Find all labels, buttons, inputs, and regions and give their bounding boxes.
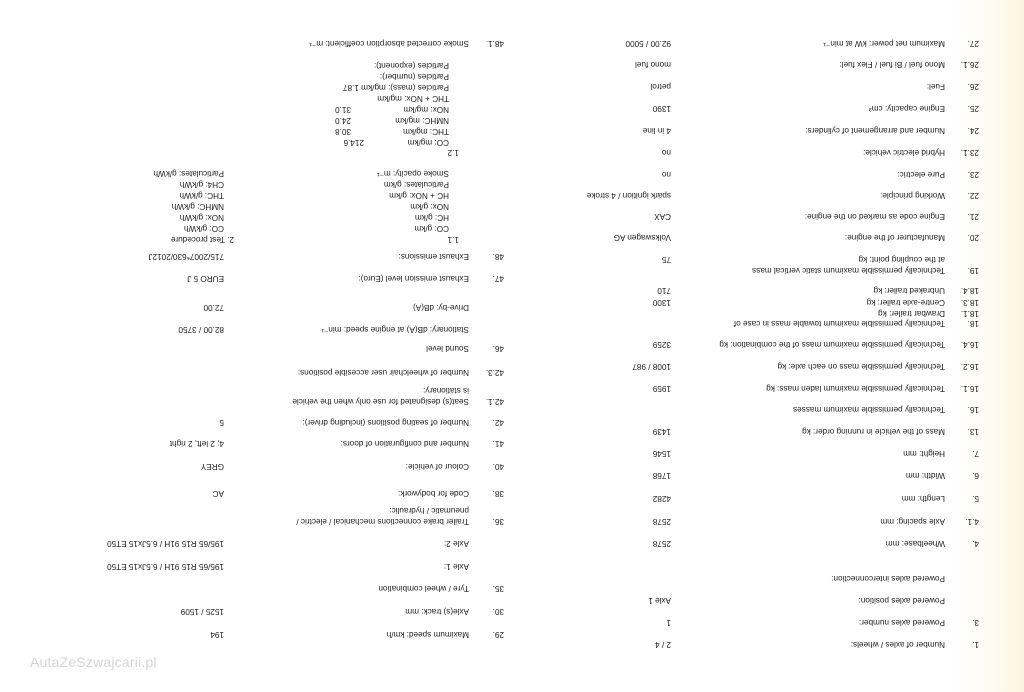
row-value: no	[661, 170, 671, 179]
row-label: Mass of the vehicle in running order: kg	[802, 427, 945, 436]
row-value: 1525 / 1509	[180, 607, 224, 616]
row-value: 1546	[652, 449, 671, 458]
row-num: 22.	[967, 191, 979, 200]
row-num: 46.	[492, 344, 504, 353]
emission-value: 30.8	[335, 127, 351, 136]
row-num: 48.1.	[485, 39, 504, 48]
row-num: 27.	[967, 39, 979, 48]
row-label: Drive-by: dB(A)	[413, 303, 469, 312]
row-label: Unbraked trailer: kg	[873, 286, 945, 295]
row-value: 1439	[652, 427, 671, 436]
row-value: 5	[219, 418, 224, 427]
row-value: Volkswagen AG	[613, 233, 671, 242]
row-label: Smoke corrected absorption coefficient: m⁻¹	[309, 39, 469, 48]
row-label: Sound level	[426, 344, 469, 353]
row-value: 2 / 4	[655, 640, 671, 649]
row-label: Engine code as marked on the engine:	[804, 212, 945, 221]
emission-label: CO: g/kWh	[183, 224, 224, 233]
emission-label: Particulates: g/kWh	[153, 169, 224, 178]
row-label: Exhaust emissions:	[398, 252, 469, 261]
row-label: Drawbar trailer: kg	[878, 309, 945, 318]
emission-label: THC: mg/km	[403, 127, 449, 136]
row-label: Number and configuration of doors:	[340, 439, 469, 448]
row-num: 36.	[492, 517, 504, 526]
row-num: 19.	[967, 266, 979, 275]
emission-label: Particles (mass): mg/km 1.87	[342, 83, 449, 92]
row-value: 4; 2 left, 2 right	[169, 439, 224, 448]
row-label: Axle 2:	[443, 539, 469, 548]
row-num: 7.	[972, 449, 979, 458]
emission-label: Smoke opacity: m⁻¹	[376, 169, 449, 178]
row-label: Axle spacing: mm	[880, 517, 945, 526]
row-label: pneumatic / hydraulic:	[389, 506, 469, 515]
row-label: Mono fuel / Bi fuel / Flex fuel:	[839, 60, 945, 69]
row-value: AC	[212, 489, 224, 498]
row-value: 1300	[652, 298, 671, 307]
row-label: Powered axles number:	[858, 618, 945, 627]
emission-label: CO: g/km	[414, 224, 449, 233]
emission-label: 1.2	[447, 148, 459, 157]
row-num: 16.2.	[960, 362, 979, 371]
row-label: Powered axles interconnection:	[831, 574, 945, 583]
row-num: 42.	[492, 418, 504, 427]
row-label: Tyre / wheel combination	[378, 584, 469, 593]
emission-label: NMHC: g/kWh	[171, 202, 224, 211]
row-num: 18.	[967, 319, 979, 328]
row-value: 1	[666, 618, 671, 627]
row-label: Number and arrangement of cylinders:	[805, 126, 945, 135]
row-value: 1008 / 987	[632, 362, 671, 371]
row-value: 4 in line	[642, 126, 671, 135]
row-value: 4282	[652, 494, 671, 503]
row-num: 42.1.	[485, 397, 504, 406]
row-num: 16.	[967, 405, 979, 414]
row-value: 195/65 R15 91H / 6.5Jx15 ET50	[107, 539, 224, 548]
row-label: Manufacturer of the engine:	[844, 233, 945, 242]
row-num: 26.1.	[960, 60, 979, 69]
emission-label: 2. Test procedure	[170, 235, 234, 244]
row-label: at the coupling point: kg	[858, 255, 945, 264]
row-value: 710	[657, 286, 671, 295]
row-num: 16.1.	[960, 384, 979, 393]
row-num: 35.	[492, 584, 504, 593]
row-value: mono fuel	[635, 60, 671, 69]
row-num: 16.4.	[960, 340, 979, 349]
row-num: 47.	[492, 274, 504, 283]
row-num: 3.	[972, 618, 979, 627]
row-label: Length: mm	[901, 494, 945, 503]
row-num: 18.1.	[960, 309, 979, 318]
row-label: Working principle:	[880, 191, 945, 200]
row-label: Width: mm	[905, 471, 945, 480]
row-num: 25.	[967, 104, 979, 113]
row-label: Height: mm	[903, 449, 945, 458]
row-num: 18.3.	[960, 298, 979, 307]
row-num: 26.	[967, 82, 979, 91]
emission-label: HC + NOx: g/km	[389, 191, 449, 200]
emission-label: NOx: g/kWh	[179, 213, 224, 222]
row-label: Technically permissible mass on each axle: kg	[777, 362, 945, 371]
row-label: Fuel:	[926, 82, 945, 91]
row-value: EURO 5 J	[187, 274, 224, 283]
row-value: 75	[661, 255, 671, 264]
row-label: Number of wheelchair user accesible positions:	[297, 368, 469, 377]
row-num: 20.	[967, 233, 979, 242]
row-label: Colour of vehicle:	[405, 462, 469, 471]
row-num: 4.	[972, 539, 979, 548]
row-value: petrol	[650, 82, 671, 91]
row-num: 4.1.	[965, 517, 979, 526]
row-num: 18.4.	[960, 286, 979, 295]
row-label: Number of axles / wheels:	[850, 640, 945, 649]
row-label: Technically permissible maximum masses	[793, 405, 945, 414]
emission-label: Particulates: g/km	[383, 180, 449, 189]
emission-label: NOx: mg/km	[403, 105, 449, 114]
row-num: 6.	[972, 471, 979, 480]
row-value: 715/2007*630/2012J	[148, 252, 224, 261]
emission-label: 1.1	[447, 235, 459, 244]
emission-label: THC + NOx: mg/km	[377, 94, 449, 103]
row-label: Technically permissible maximum static vertical mass	[752, 266, 945, 275]
row-value: spark ignition / 4 stroke	[586, 191, 671, 200]
row-num: 1.	[972, 640, 979, 649]
row-num: 5.	[972, 494, 979, 503]
row-label: Seat(s) designated for use only when the vehicle	[292, 397, 469, 406]
row-num: 13.	[967, 427, 979, 436]
row-label: is stationary:	[423, 386, 469, 395]
row-label: Technically permissible maximum mass of the combination: kg	[719, 340, 945, 349]
row-num: 23.	[967, 170, 979, 179]
row-num: 40.	[492, 462, 504, 471]
row-num: 48.	[492, 252, 504, 261]
row-label: Technically permissible maximum towable mass in case of	[733, 319, 945, 328]
row-value: GREY	[200, 462, 224, 471]
emission-label: Particles (exponent):	[373, 61, 449, 70]
row-label: Axle 1:	[443, 562, 469, 571]
row-value: 82.00 / 3750	[178, 325, 224, 334]
row-num: 29.	[492, 630, 504, 639]
row-value: 194	[210, 630, 224, 639]
row-value: 92.00 / 5000	[625, 39, 671, 48]
row-label: Hybrid electric vehicle:	[863, 148, 945, 157]
emission-label: Particles (number):	[379, 72, 449, 81]
row-value: 2578	[652, 539, 671, 548]
row-num: 41.	[492, 439, 504, 448]
row-num: 24.	[967, 126, 979, 135]
row-num: 38.	[492, 489, 504, 498]
emission-label: HC: g/km	[414, 213, 449, 222]
row-value: 1390	[652, 104, 671, 113]
row-label: Maximum net power: kW at min⁻¹	[823, 39, 945, 48]
row-num: 30.	[492, 607, 504, 616]
emission-value: 24.0	[335, 116, 351, 125]
emission-label: NMHC: mg/km	[395, 116, 449, 125]
row-label: Maximum speed: km/h	[386, 630, 469, 639]
row-value: 195/65 R15 91H / 6.5Jx15 ET50	[107, 562, 224, 571]
row-label: Number of seating positions (including driver):	[302, 418, 469, 427]
row-label: Centre-axle trailer: kg	[866, 298, 945, 307]
row-value: 1959	[652, 384, 671, 393]
emission-label: CO: mg/km	[407, 138, 449, 147]
row-label: Technically permissible maximum laden mass: kg	[766, 384, 945, 393]
row-value: 3259	[652, 340, 671, 349]
row-label: Trailer brake connections mechanical / electric /	[296, 517, 469, 526]
row-label: Engine capacity: cm³	[869, 104, 945, 113]
row-label: Code for bodywork:	[398, 489, 469, 498]
row-label: Axle(s) track: mm	[405, 607, 469, 616]
row-num: 42.3.	[485, 368, 504, 377]
row-value: 72.00	[203, 303, 224, 312]
emission-value: 214.6	[343, 138, 364, 147]
row-value: no	[661, 148, 671, 157]
emission-value: 31.0	[335, 105, 351, 114]
emission-label: THC: g/kWh	[179, 191, 224, 200]
emission-label: NOx: g/km	[410, 202, 449, 211]
watermark: AutaZeSzwajcarii.pl	[30, 654, 157, 670]
row-value: Axle 1	[648, 596, 671, 605]
row-value: CAX	[654, 212, 671, 221]
emission-label: CH4: g/kWh	[179, 180, 224, 189]
row-label: Stationary: dB(A) at engine speed: min⁻¹	[321, 325, 469, 334]
row-label: Powered axles position:	[858, 596, 945, 605]
row-value: 1768	[652, 471, 671, 480]
row-label: Wheelbase: mm	[885, 539, 945, 548]
row-label: Exhaust emission level (Euro):	[358, 274, 469, 283]
row-num: 21.	[967, 212, 979, 221]
row-label: Pure electric:	[897, 170, 945, 179]
row-num: 23.1.	[960, 148, 979, 157]
row-value: 2578	[652, 517, 671, 526]
